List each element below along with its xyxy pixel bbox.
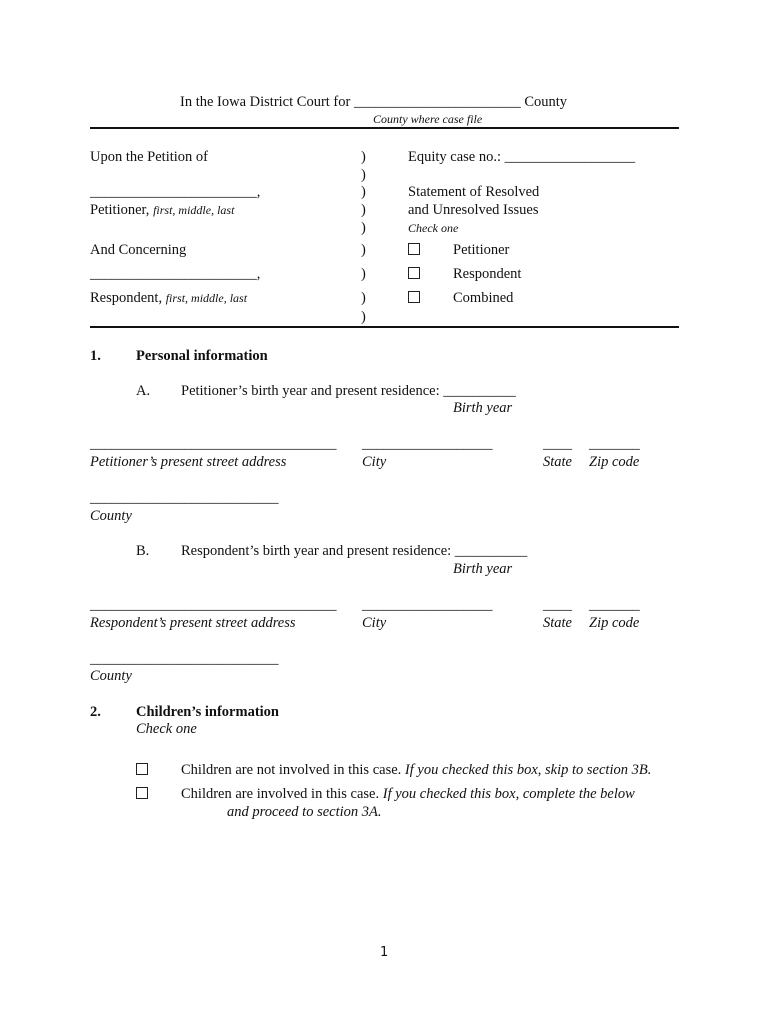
- children-involved-checkbox[interactable]: [136, 787, 148, 799]
- caption-paren: ): [361, 149, 366, 165]
- section1b-letter: B.: [136, 543, 150, 559]
- petitioner-zip-field[interactable]: _______: [589, 436, 640, 452]
- caption-rule: [90, 326, 679, 328]
- court-line: In the Iowa District Court for _______________________ County: [180, 94, 568, 110]
- petitioner-state-label: State: [543, 454, 572, 470]
- respondent-county-field[interactable]: __________________________: [90, 651, 279, 667]
- statement-title-line2: and Unresolved Issues: [408, 202, 539, 218]
- respondent-street-label: Respondent’s present street address: [90, 615, 296, 631]
- combined-checkbox[interactable]: [408, 291, 420, 303]
- respondent-county-label: County: [90, 668, 132, 684]
- children-involved-text: Children are involved in this case.: [181, 786, 380, 802]
- header-rule: [90, 127, 679, 129]
- petitioner-birth-year-field[interactable]: Petitioner’s birth year and present residence: __________: [181, 383, 516, 399]
- respondent-birth-year-label: Birth year: [453, 561, 513, 577]
- caption-paren: ): [361, 309, 366, 325]
- respondent-label: [90, 290, 247, 307]
- petitioner-option-label: Petitioner: [453, 242, 510, 258]
- caption-paren: ): [361, 242, 366, 258]
- caption-paren: ): [361, 167, 366, 183]
- respondent-state-field[interactable]: ____: [543, 597, 572, 613]
- respondent-label-text: Respondent,: [90, 290, 163, 306]
- respondent-hint: first, middle, last: [165, 291, 248, 305]
- county-caption: County where case file: [373, 112, 483, 126]
- petitioner-street-field[interactable]: __________________________________: [90, 436, 337, 452]
- combined-option-label: Combined: [453, 290, 514, 306]
- section1-title: Personal information: [136, 348, 268, 364]
- petitioner-birth-year-label: Birth year: [453, 400, 513, 416]
- caption-paren: ): [361, 202, 366, 218]
- children-involved-note-cont: and proceed to section 3A.: [227, 804, 382, 820]
- petitioner-county-field[interactable]: __________________________: [90, 490, 279, 506]
- petition-of: Upon the Petition of: [90, 149, 209, 165]
- section2-check-one: Check one: [136, 721, 197, 737]
- equity-case-number-field[interactable]: Equity case no.: __________________: [408, 149, 636, 165]
- respondent-zip-label: Zip code: [589, 615, 640, 631]
- respondent-checkbox[interactable]: [408, 267, 420, 279]
- petitioner-checkbox[interactable]: [408, 243, 420, 255]
- section2-title: Children’s information: [136, 704, 279, 720]
- children-not-involved-text: Children are not involved in this case.: [181, 762, 402, 778]
- caption-paren: ): [361, 290, 366, 306]
- petitioner-zip-label: Zip code: [589, 454, 640, 470]
- statement-title-line1: Statement of Resolved: [408, 184, 540, 200]
- respondent-zip-field[interactable]: _______: [589, 597, 640, 613]
- children-involved-note: If you checked this box, complete the below: [382, 786, 635, 802]
- respondent-state-label: State: [543, 615, 572, 631]
- section1-number: 1.: [90, 348, 101, 364]
- caption-paren: ): [361, 266, 366, 282]
- petitioner-street-label: Petitioner’s present street address: [90, 454, 287, 470]
- page-number: 1: [380, 945, 389, 960]
- respondent-name-field[interactable]: _______________________,: [90, 266, 261, 282]
- petitioner-name-field[interactable]: _______________________,: [90, 184, 261, 200]
- children-not-involved-checkbox[interactable]: [136, 763, 148, 775]
- petitioner-label: [90, 202, 234, 219]
- petitioner-city-field[interactable]: __________________: [362, 436, 493, 452]
- children-involved-option: [181, 786, 635, 803]
- respondent-city-field[interactable]: __________________: [362, 597, 493, 613]
- check-one-hint: Check one: [408, 221, 459, 235]
- petitioner-label-text: Petitioner,: [90, 202, 150, 218]
- petitioner-county-label: County: [90, 508, 132, 524]
- petitioner-hint: first, middle, last: [153, 203, 235, 217]
- and-concerning: And Concerning: [90, 242, 187, 258]
- caption-paren: ): [361, 220, 366, 236]
- respondent-street-field[interactable]: __________________________________: [90, 597, 337, 613]
- respondent-birth-year-field[interactable]: Respondent’s birth year and present residence: __________: [181, 543, 528, 559]
- children-not-involved-option: [181, 762, 651, 779]
- petitioner-state-field[interactable]: ____: [543, 436, 572, 452]
- section1a-letter: A.: [136, 383, 151, 399]
- respondent-city-label: City: [362, 615, 387, 631]
- petitioner-city-label: City: [362, 454, 387, 470]
- caption-paren: ): [361, 184, 366, 200]
- children-not-involved-note: If you checked this box, skip to section 3B.: [404, 762, 652, 778]
- section2-number: 2.: [90, 704, 101, 720]
- respondent-option-label: Respondent: [453, 266, 522, 282]
